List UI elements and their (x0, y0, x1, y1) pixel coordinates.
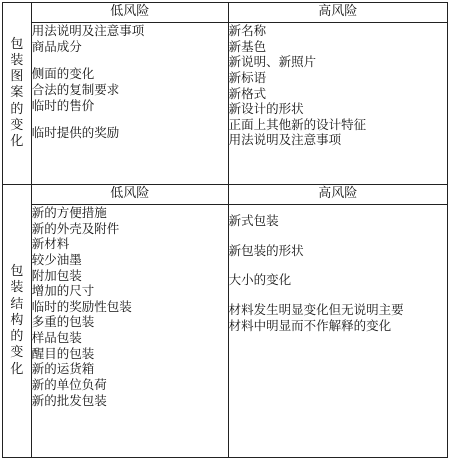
table-body (3, 3, 448, 458)
list-item: 临时提供的奖励 (31, 125, 120, 141)
section-2-low-risk-header: 低风险 (31, 185, 228, 205)
list-spacer (229, 288, 447, 302)
list-item: 用法说明及注意事项 (31, 23, 145, 38)
section-2-category-cell (3, 185, 32, 458)
section-1-content-row (3, 23, 448, 185)
packaging-risk-table (2, 2, 448, 458)
list-item: 多重的包装 (31, 314, 95, 330)
list-item: 新的方便措施 (31, 205, 107, 220)
section-1-high-risk-list (229, 23, 447, 148)
list-item: 正面上其他新的设计特征 (228, 116, 367, 132)
section-2-content-row (3, 205, 448, 458)
list-item: 材料发生明显变化但无说明主要 (228, 301, 404, 317)
list-item: 增加的尺寸 (31, 283, 95, 299)
list-item: 样品包装 (31, 330, 82, 345)
list-item: 用法说明及注意事项 (228, 132, 342, 148)
list-item: 新的批发包装 (31, 392, 107, 408)
section-1-category-cell (3, 3, 32, 185)
list-item: 合法的复制要求 (31, 81, 120, 97)
section-2-low-risk-cell (31, 205, 228, 458)
list-item: 醒目的包装 (31, 345, 95, 361)
section-1-low-risk-cell (31, 23, 228, 185)
section-1-low-risk-list (32, 23, 228, 141)
list-item: 材料中明显而不作解释的变化 (228, 317, 392, 333)
list-item: 大小的变化 (228, 272, 292, 288)
list-item: 新名称 (228, 23, 267, 38)
section-2-low-risk-list (32, 205, 228, 408)
list-item: 侧面的变化 (31, 66, 95, 82)
list-item: 临时的售价 (31, 97, 95, 113)
list-item: 商品成分 (31, 38, 82, 54)
list-item: 新式包装 (228, 213, 279, 228)
list-item: 临时的奖励性包装 (31, 298, 132, 314)
section-2-header-row (3, 185, 448, 205)
section-2-high-risk-list (229, 213, 447, 333)
section-1-low-risk-header: 低风险 (31, 3, 228, 23)
list-item: 较少油墨 (31, 251, 82, 267)
list-item: 新说明、新照片 (228, 54, 317, 70)
section-2-high-risk-cell (228, 205, 447, 458)
section-1-header-row (3, 3, 448, 23)
section-2-category-label: 包装结构的变化 (10, 264, 24, 377)
list-item: 新的运货箱 (31, 361, 95, 377)
section-1-high-risk-header: 高风险 (228, 3, 447, 23)
list-spacer (32, 54, 228, 66)
list-item: 新设计的形状 (228, 101, 304, 117)
section-1-high-risk-cell (228, 23, 447, 185)
list-item: 新格式 (228, 85, 267, 101)
list-item: 新标语 (228, 69, 267, 85)
section-1-category-label: 包装图案的变化 (10, 36, 24, 150)
list-item: 新的单位负荷 (31, 376, 107, 392)
list-item: 新基色 (228, 38, 267, 54)
list-spacer (32, 113, 228, 125)
list-item: 新材料 (31, 236, 70, 252)
list-item: 新的外壳及附件 (31, 220, 120, 236)
list-spacer (229, 229, 447, 243)
list-spacer (229, 258, 447, 272)
list-item: 新包装的形状 (228, 242, 304, 258)
section-2-high-risk-header: 高风险 (228, 185, 447, 205)
list-item: 附加包装 (31, 267, 82, 283)
